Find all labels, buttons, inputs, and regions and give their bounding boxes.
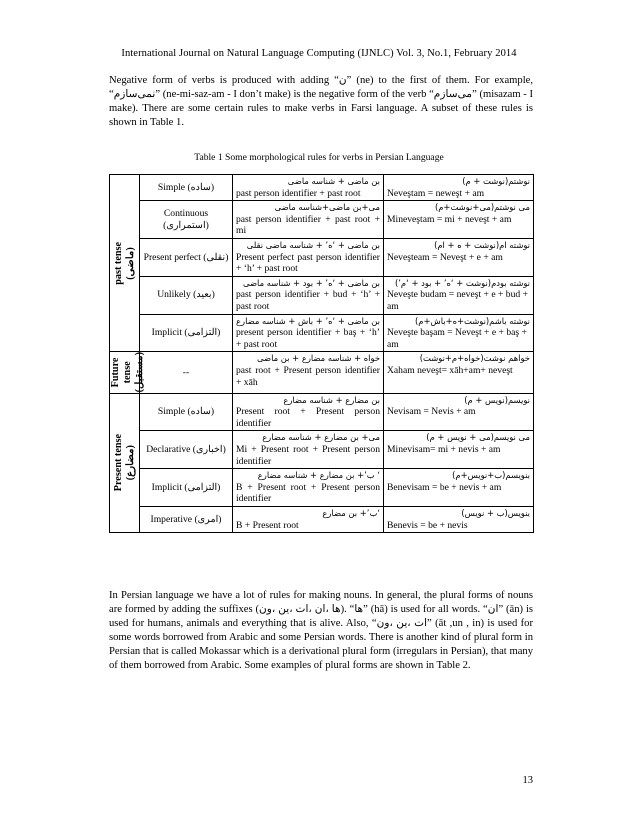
tense-name-cell: Declarative (اخباری) [140,431,233,469]
rule-persian: بن ماضی + ‘ه’ + شناسه ماضی نقلی [246,239,380,250]
example-transliteration: Minevisam= mi + nevis + am [387,444,501,456]
rule-english: B + Present root + Present person identifier [236,481,380,505]
example-transliteration: Nevisam = Nevis + am [387,406,476,418]
table-row [110,352,534,393]
rule-cell [233,352,384,393]
example-persian: می نویسم(می + نویس + م) [426,432,530,443]
paragraph-negative-verbs: Negative form of verbs is produced with adding “ن” (ne) to the first of them. For example, “نمی‌سازم” (ne-mi-saz-am - I don’t make) is the negative form of the verb “می‌سازم” (misazam - I make). There are some certain rules to make verbs in Farsi language. A subset of these rules is shown in Table 1. [109,75,533,128]
rule-cell [233,393,384,431]
tense-group-label: Future tense (مستقبل) [110,352,145,393]
rule-cell [233,175,384,201]
tense-name-cell: Imperative (امری) [140,507,233,533]
rule-persian: بن ماضی + ‘ه’ + باش + شناسه مضارع [236,315,380,326]
running-header: International Journal on Natural Language Computing (IJNLC) Vol. 3, No.1, February 2014 [121,48,517,59]
tense-name-cell: Implicit (التزامی) [140,469,233,507]
example-cell [384,431,534,469]
table-row [110,175,534,201]
table-row [110,393,534,431]
example-persian: می نوشتم(می+نوشت+م) [434,202,530,213]
tense-name-cell: Unlikely (بعید) [140,276,233,314]
rule-english: past person identifier + past root + mi [236,213,380,237]
verb-rules-table [109,174,534,533]
example-cell [384,393,534,431]
example-persian: نوشته باشم(نوشت+ه+باش+م) [415,315,530,326]
example-transliteration: Neveşteam = Neveşt + e + am [387,251,503,263]
table-row [110,276,534,314]
rule-english: past root + Present person identifier + xāh [236,364,380,388]
rule-english: B + Present root [236,519,299,531]
example-cell [384,276,534,314]
table-row [110,314,534,352]
table-row [110,238,534,276]
tense-name-cell: Simple (ساده) [140,175,233,201]
rule-english: Present perfect past person identifier + ‘h’ + past root [236,251,380,275]
table-caption: Table 1 Some morphological rules for verbs in Persian Language [194,152,444,163]
rule-cell [233,201,384,239]
example-persian: بنویسم(ب+نویس+م) [452,470,530,481]
tense-name-cell: Present perfect (نقلی) [140,238,233,276]
tense-group-past [110,175,140,352]
tense-group-label: Present tense (مضارع) [112,434,136,492]
rule-cell [233,238,384,276]
rule-persian: خواه + شناسه مضارع + بن ماضی [256,353,380,364]
rule-english: past person identifier + bud + ‘h’ + past root [236,289,380,312]
example-cell [384,352,534,393]
rule-cell [233,507,384,533]
rule-cell [233,314,384,352]
table-row [110,507,534,533]
tense-name-cell: Implicit (التزامی) [140,314,233,352]
tense-group-future [110,352,145,393]
page-number: 13 [522,775,533,786]
example-persian: نویسم(نویس + م) [464,394,530,405]
example-transliteration: Benevisam = be + nevis + am [387,481,502,493]
rule-english: Mi + Present root + Present person identifier [236,444,380,467]
paragraph-plural-nouns: In Persian language we have a lot of rules for making nouns. In general, the plural forms of nouns are formed by adding the suffixes (ها ،ان ،ات ،ین ،ون). “ها” (hā) is used for all words. “ان” (ān) is used for humans, animals and everything that is alive. Also, “ات ،ین ،ون” (āt ,un , in) is used for some words borrowed from Arabic and some Persian words. There is another kind of plural form in Persian that is called Mokassar which is a derivational plural form (irregulars in Persian), that many of them borrowed from Arabic. Some examples of plural forms are shown in Table 2. [109,590,534,671]
rule-persian: ‘ب’+ بن مضارع [322,508,380,519]
rule-persian: ‘ ب’+ بن مضارع + شناسه مضارع [257,470,380,481]
example-cell [384,314,534,352]
example-cell [384,175,534,201]
table-row [110,431,534,469]
example-persian: نوشته بودم(نوشت + ‘ه’ + بود + ‘م’) [395,277,530,288]
rule-english: past person identifier + past root [236,187,361,199]
example-transliteration: Benevis = be + nevis [387,519,468,531]
rule-persian: می+ بن مضارع + شناسه مضارع [262,432,380,443]
table-row [110,469,534,507]
rule-cell [233,276,384,314]
rule-english: Present root + Present person identifier [236,406,380,429]
rule-persian: بن مضارع + شناسه مضارع [283,394,380,405]
example-cell [384,507,534,533]
example-transliteration: Neveşte başam = Neveşt + e + baş + am [387,327,527,350]
example-transliteration: Mineveştam = mi + neveşt + am [387,213,512,225]
rule-cell [233,469,384,507]
rule-persian: بن ماضی + ‘ه’ + بود + شناسه ماضی [242,277,380,288]
rule-cell [233,431,384,469]
tense-name-cell: -- [140,352,233,393]
example-cell [384,469,534,507]
rule-persian: بن ماضی + شناسه ماضی [287,176,380,186]
example-transliteration: Neveşte budam = neveşt + e + bud + am [387,289,528,312]
example-transliteration: Neveştam = neweşt + am [387,187,485,199]
example-persian: نوشته ام(نوشت + ه + ام) [434,239,530,250]
example-persian: بنویس(ب + نویس) [461,508,530,519]
rule-persian: می+بن ماضی+شناسه ماضی [274,202,380,213]
rule-english: present person identifier + baş + ‘h’ + past root [236,327,380,350]
example-cell [384,201,534,239]
tense-name-cell: Simple (ساده) [140,393,233,431]
table-row [110,201,534,239]
tense-group-present [110,393,140,533]
example-transliteration: Xaham neveşt= xāh+am+ neveşt [387,364,513,376]
tense-group-label: past tense (ماضی) [112,241,136,285]
example-persian: نوشتم(نوشت + م) [462,176,530,186]
example-cell [384,238,534,276]
example-persian: خواهم نوشت(خواه+م+نوشت) [419,353,530,364]
tense-name-cell: Continuous (استمراری) [140,201,233,239]
